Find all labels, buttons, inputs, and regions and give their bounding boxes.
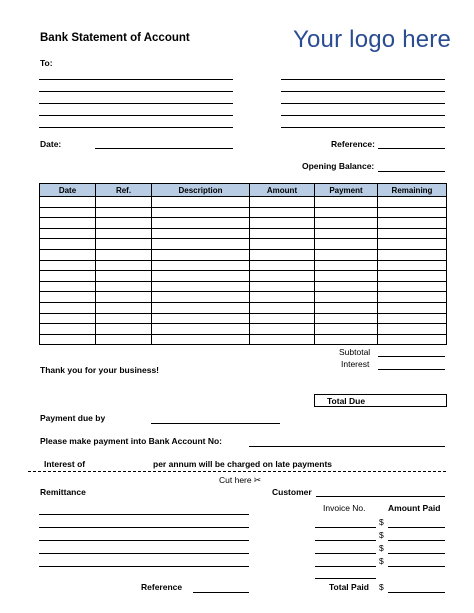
cell-ref[interactable] <box>96 260 152 271</box>
cell-amount[interactable] <box>250 292 315 303</box>
cell-description[interactable] <box>152 313 250 324</box>
remittance-line-1[interactable] <box>39 514 249 515</box>
table-row <box>40 239 447 250</box>
column-header-ref: Ref. <box>96 184 152 197</box>
to-address-line-1[interactable] <box>39 79 233 80</box>
cell-date[interactable] <box>40 207 96 218</box>
cell-payment[interactable] <box>315 218 378 229</box>
total-due-box <box>314 394 447 407</box>
cell-description[interactable] <box>152 281 250 292</box>
subtotal-field[interactable] <box>378 356 445 357</box>
table-row <box>40 313 447 324</box>
bank-account-label: Please make payment into Bank Account No: <box>40 436 223 446</box>
reference-label: Reference: <box>331 139 375 149</box>
to-address-line-4[interactable] <box>39 115 233 116</box>
table-header-row <box>40 184 447 197</box>
cell-payment[interactable] <box>315 281 378 292</box>
cell-remaining[interactable] <box>378 324 447 335</box>
total-paid-field[interactable] <box>388 592 445 593</box>
cell-date[interactable] <box>40 313 96 324</box>
customer-field[interactable] <box>316 496 445 497</box>
remittance-label: Remittance <box>40 487 86 497</box>
cell-ref[interactable] <box>96 228 152 239</box>
amount-paid-field-4[interactable] <box>388 566 445 567</box>
column-header-date: Date <box>40 184 96 197</box>
cell-payment[interactable] <box>315 271 378 282</box>
opening-balance-label: Opening Balance: <box>302 161 375 171</box>
currency-symbol: $ <box>379 582 384 592</box>
cell-remaining[interactable] <box>378 228 447 239</box>
cell-date[interactable] <box>40 239 96 250</box>
invoice-no-header: Invoice No. <box>323 503 366 513</box>
to-address-line-2[interactable] <box>39 91 233 92</box>
cell-payment[interactable] <box>315 302 378 313</box>
cell-amount[interactable] <box>250 302 315 313</box>
from-address-line-3[interactable] <box>281 103 445 104</box>
cell-payment[interactable] <box>315 228 378 239</box>
cell-date[interactable] <box>40 324 96 335</box>
cell-remaining[interactable] <box>378 260 447 271</box>
amount-paid-field-2[interactable] <box>388 540 445 541</box>
total-paid-label: Total Paid <box>329 582 369 592</box>
interest-label: Interest <box>341 359 370 369</box>
remittance-line-3[interactable] <box>39 540 249 541</box>
cell-remaining[interactable] <box>378 334 447 345</box>
cell-description[interactable] <box>152 271 250 282</box>
cell-description[interactable] <box>152 239 250 250</box>
cell-remaining[interactable] <box>378 218 447 229</box>
cell-date[interactable] <box>40 281 96 292</box>
cell-remaining[interactable] <box>378 197 447 208</box>
cell-ref[interactable] <box>96 292 152 303</box>
cell-amount[interactable] <box>250 228 315 239</box>
cell-amount[interactable] <box>250 271 315 282</box>
cell-description[interactable] <box>152 334 250 345</box>
column-header-description: Description <box>152 184 250 197</box>
cell-amount[interactable] <box>250 249 315 260</box>
from-address-line-1[interactable] <box>281 79 445 80</box>
currency-symbol: $ <box>379 556 384 566</box>
cell-payment[interactable] <box>315 207 378 218</box>
cell-description[interactable] <box>152 218 250 229</box>
document-title: Bank Statement of Account <box>40 32 190 44</box>
cell-amount[interactable] <box>250 260 315 271</box>
from-address-line-5[interactable] <box>281 127 445 128</box>
column-header-remaining: Remaining <box>378 184 447 197</box>
cell-date[interactable] <box>40 334 96 345</box>
cell-payment[interactable] <box>315 239 378 250</box>
cell-remaining[interactable] <box>378 313 447 324</box>
cell-ref[interactable] <box>96 324 152 335</box>
invoice-no-field-1[interactable] <box>315 527 376 528</box>
date-field[interactable] <box>95 148 233 149</box>
cell-date[interactable] <box>40 249 96 260</box>
table-row <box>40 218 447 229</box>
column-header-payment: Payment <box>315 184 378 197</box>
cell-remaining[interactable] <box>378 302 447 313</box>
cut-line <box>28 471 446 472</box>
total-paid-overline <box>315 578 376 579</box>
table-row <box>40 249 447 260</box>
cell-ref[interactable] <box>96 281 152 292</box>
cell-description[interactable] <box>152 302 250 313</box>
table-row <box>40 228 447 239</box>
cell-payment[interactable] <box>315 324 378 335</box>
interest-field[interactable] <box>378 369 445 370</box>
opening-balance-field[interactable] <box>378 171 445 172</box>
cell-date[interactable] <box>40 218 96 229</box>
cell-payment[interactable] <box>315 260 378 271</box>
cell-payment[interactable] <box>315 313 378 324</box>
reference-field[interactable] <box>378 148 445 149</box>
cell-ref[interactable] <box>96 249 152 260</box>
cell-date[interactable] <box>40 271 96 282</box>
cell-amount[interactable] <box>250 218 315 229</box>
cell-payment[interactable] <box>315 249 378 260</box>
currency-symbol: $ <box>379 517 384 527</box>
reference-bottom-field[interactable] <box>193 592 249 593</box>
logo-placeholder: Your logo here <box>293 26 452 53</box>
cell-ref[interactable] <box>96 218 152 229</box>
cell-ref[interactable] <box>96 313 152 324</box>
cell-description[interactable] <box>152 228 250 239</box>
invoice-no-field-3[interactable] <box>315 553 376 554</box>
cell-date[interactable] <box>40 302 96 313</box>
table-row <box>40 207 447 218</box>
table-row <box>40 302 447 313</box>
cell-remaining[interactable] <box>378 249 447 260</box>
cell-payment[interactable] <box>315 292 378 303</box>
table-row <box>40 334 447 345</box>
from-address-line-4[interactable] <box>281 115 445 116</box>
currency-symbol: $ <box>379 543 384 553</box>
cell-date[interactable] <box>40 260 96 271</box>
cell-payment[interactable] <box>315 334 378 345</box>
payment-due-field[interactable] <box>151 423 280 424</box>
cell-remaining[interactable] <box>378 281 447 292</box>
cut-here-text: Cut here <box>219 475 252 485</box>
cut-here-label <box>219 475 261 486</box>
reference-bottom-label: Reference <box>141 582 183 592</box>
cell-ref[interactable] <box>96 239 152 250</box>
table-row <box>40 260 447 271</box>
date-label: Date: <box>40 139 62 149</box>
cell-date[interactable] <box>40 197 96 208</box>
cell-remaining[interactable] <box>378 207 447 218</box>
cell-ref[interactable] <box>96 334 152 345</box>
cell-description[interactable] <box>152 260 250 271</box>
cell-description[interactable] <box>152 324 250 335</box>
cell-amount[interactable] <box>250 334 315 345</box>
column-header-amount: Amount <box>250 184 315 197</box>
cell-ref[interactable] <box>96 302 152 313</box>
amount-paid-field-3[interactable] <box>388 553 445 554</box>
table-row <box>40 197 447 208</box>
cell-amount[interactable] <box>250 324 315 335</box>
cell-amount[interactable] <box>250 281 315 292</box>
cell-date[interactable] <box>40 228 96 239</box>
payment-due-label: Payment due by <box>40 413 106 423</box>
cell-amount[interactable] <box>250 239 315 250</box>
interest-of-label: Interest of <box>44 459 86 469</box>
cell-remaining[interactable] <box>378 292 447 303</box>
table-row <box>40 281 447 292</box>
cell-amount[interactable] <box>250 207 315 218</box>
scissors-icon: ✂ <box>253 475 262 485</box>
transactions-table <box>39 183 447 345</box>
table-row <box>40 292 447 303</box>
cell-ref[interactable] <box>96 207 152 218</box>
invoice-no-field-4[interactable] <box>315 566 376 567</box>
cell-ref[interactable] <box>96 271 152 282</box>
cell-remaining[interactable] <box>378 271 447 282</box>
remittance-line-5[interactable] <box>39 566 249 567</box>
customer-label: Customer <box>272 487 312 497</box>
total-due-label: Total Due <box>327 396 366 406</box>
currency-symbol: $ <box>379 530 384 540</box>
thank-you-message: Thank you for your business! <box>40 365 160 375</box>
cell-description[interactable] <box>152 292 250 303</box>
cell-payment[interactable] <box>315 197 378 208</box>
to-address-line-3[interactable] <box>39 103 233 104</box>
from-address-line-2[interactable] <box>281 91 445 92</box>
cell-date[interactable] <box>40 292 96 303</box>
cell-amount[interactable] <box>250 313 315 324</box>
cell-remaining[interactable] <box>378 239 447 250</box>
cell-description[interactable] <box>152 207 250 218</box>
table-row <box>40 324 447 335</box>
to-label: To: <box>40 58 53 68</box>
table-row <box>40 271 447 282</box>
remittance-line-4[interactable] <box>39 553 249 554</box>
cell-description[interactable] <box>152 249 250 260</box>
cell-description[interactable] <box>152 197 250 208</box>
amount-paid-header: Amount Paid <box>388 503 441 513</box>
to-address-line-5[interactable] <box>39 127 233 128</box>
remittance-line-2[interactable] <box>39 527 249 528</box>
bank-account-field[interactable] <box>249 446 445 447</box>
amount-paid-field-1[interactable] <box>388 527 445 528</box>
subtotal-label: Subtotal <box>339 347 371 357</box>
invoice-no-field-2[interactable] <box>315 540 376 541</box>
cell-ref[interactable] <box>96 197 152 208</box>
cell-amount[interactable] <box>250 197 315 208</box>
late-payment-text: per annum will be charged on late payments <box>153 459 333 469</box>
